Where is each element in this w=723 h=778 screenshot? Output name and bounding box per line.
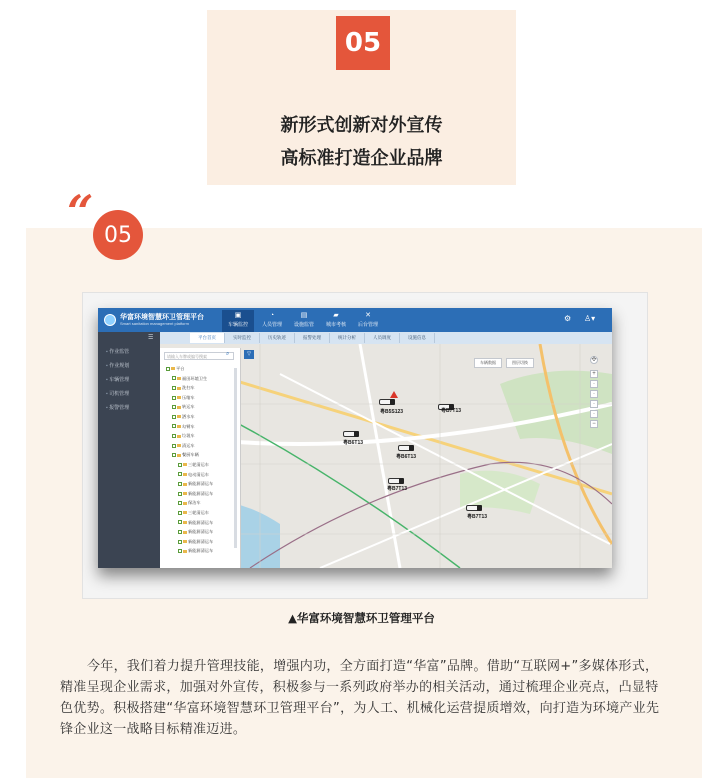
sidebar-item-planning[interactable]: ▪ 作业规划 [106, 362, 129, 369]
tree-item-label: 新能源清运车 [188, 538, 214, 544]
tree-item[interactable] [172, 395, 195, 400]
tree-item-label: 压缩车 [182, 394, 195, 400]
tree-item-label: 勾臂车 [182, 423, 195, 429]
tab-realtime[interactable]: 实时监控 [225, 333, 260, 343]
tab-alarm[interactable]: 报警处理 [295, 333, 330, 343]
vehicle-plate-label: 粤B7T13 [467, 514, 488, 520]
section-number-circle: 05 [93, 210, 143, 260]
zoom-level-icon[interactable]: · [590, 380, 598, 388]
tree-item[interactable] [178, 500, 201, 505]
folder-icon [183, 521, 187, 524]
nav-facility[interactable]: ▤ 设施监管 [288, 310, 320, 332]
tree-item[interactable] [172, 385, 195, 390]
tree-item-label: 三轮清运车 [188, 462, 209, 467]
tree-item[interactable] [166, 366, 184, 371]
vehicle-plate-label: 粤B6T13 [343, 440, 364, 446]
folder-icon [177, 435, 181, 438]
folder-icon [177, 454, 181, 457]
zoom-in-button[interactable]: + [590, 370, 598, 378]
tree-item-label: 三轮清运车 [188, 510, 209, 515]
platform-screenshot [98, 308, 612, 568]
tree-item[interactable] [172, 404, 195, 409]
tree-item-label: 洗扫车 [182, 385, 195, 391]
checkbox-icon[interactable] [178, 492, 182, 496]
zoom-level-icon[interactable]: · [590, 390, 598, 398]
tree-scrollbar[interactable] [234, 368, 237, 548]
nav-assessment[interactable]: ▰ 城市考核 [320, 310, 352, 332]
vehicle-search-input[interactable]: 请输入车牌或编号搜索 [164, 352, 234, 360]
search-icon[interactable]: ⌕ [226, 351, 230, 357]
tree-item[interactable] [172, 443, 195, 448]
zoom-out-button[interactable]: − [590, 420, 598, 428]
checkbox-icon[interactable] [178, 549, 182, 553]
folder-icon [177, 396, 181, 399]
folder-icon [183, 492, 187, 495]
tree-item-label: 转运车 [182, 404, 195, 410]
tab-home[interactable]: 平台首页 [190, 333, 225, 343]
app-title: 华富环境智慧环卫管理平台 [120, 314, 204, 321]
checkbox-icon[interactable] [172, 376, 176, 380]
tree-item[interactable] [178, 539, 213, 544]
tree-item-label: 新能源清运车 [188, 519, 214, 525]
folder-icon [183, 540, 187, 543]
tree-item-label: 洒水车 [182, 414, 195, 419]
folder-icon [177, 377, 181, 380]
nav-personnel[interactable]: ◔ 人员管理 [256, 310, 288, 332]
nav-admin[interactable]: ✕ 后台管理 [352, 310, 384, 332]
tab-facility[interactable]: 设施信息 [400, 333, 435, 343]
vehicle-plate-label: 粤B7T13 [387, 486, 408, 492]
checkbox-icon[interactable] [172, 453, 176, 457]
figure-caption: ▲华富环境智慧环卫管理平台 [288, 611, 435, 625]
tree-item-label: 福田环境卫生 [182, 375, 208, 381]
tab-bar [98, 332, 612, 344]
user-menu-icon[interactable]: ♙▾ [584, 314, 596, 323]
folder-icon [177, 406, 181, 409]
checkbox-icon[interactable] [166, 367, 170, 371]
settings-icon[interactable]: ⚙ [564, 314, 572, 323]
tree-item-label: 餐厨车辆 [182, 452, 199, 458]
checkbox-icon[interactable] [172, 396, 176, 400]
briefcase-icon: ▰ [333, 312, 339, 319]
layer-switch-button[interactable]: 图层切换 [506, 358, 534, 368]
vehicle-tree-panel [160, 348, 241, 568]
tree-item-label: 新能源清运车 [188, 529, 214, 535]
folder-icon [183, 502, 187, 505]
folder-icon [177, 387, 181, 390]
tree-item[interactable] [178, 462, 209, 467]
folder-icon [177, 444, 181, 447]
tree-item[interactable] [172, 433, 195, 438]
folder-icon [183, 550, 187, 553]
tree-item-label: 新能源清运车 [188, 481, 214, 487]
checkbox-icon[interactable] [172, 386, 176, 390]
zoom-level-icon[interactable]: · [590, 410, 598, 418]
tools-icon: ✕ [365, 312, 371, 319]
pie-icon: ◔ [269, 312, 275, 319]
tab-stats[interactable]: 统计分析 [330, 333, 365, 343]
vehicle-truck-icon[interactable] [379, 398, 395, 406]
tree-item-label: 电动清运车 [188, 471, 209, 477]
vehicle-truck-icon[interactable] [398, 444, 414, 452]
vehicle-data-button[interactable]: 车辆数据 [474, 358, 502, 368]
tree-item[interactable] [178, 510, 209, 515]
quote-mark-decoration: “ [67, 185, 94, 239]
folder-icon [171, 367, 175, 370]
checkbox-icon[interactable] [172, 444, 176, 448]
vehicle-plate-label: 粤B5S123 [380, 409, 404, 415]
tree-item[interactable] [172, 376, 207, 381]
tree-item[interactable] [178, 529, 213, 534]
headline-line-2: 高标准打造企业品牌 [280, 148, 443, 169]
tree-item-label: 垃圾车 [182, 433, 195, 439]
checkbox-icon[interactable] [178, 511, 182, 515]
compass-icon[interactable]: ✣ [591, 357, 597, 363]
checkbox-icon[interactable] [172, 405, 176, 409]
folder-icon [183, 463, 187, 466]
body-paragraph: 今年，我们着力提升管理技能，增强内功，全方面打造“华富”品牌。借助“互联网+”多媒体形式，精准呈现企业需求，加强对外宣传，积极参与一系列政府举办的相关活动，通过梳理企业亮点，凸显特色优势。积极搭建“华富环境智慧环卫管理平台”，为人工、机械化运营提质增效，向打造为环境产业先锋企业这一战略目标精准迈进。 [60, 659, 660, 737]
sidebar-item-alarms[interactable]: ▪ 报警管理 [106, 404, 129, 411]
section-number-badge: 05 [336, 16, 390, 70]
checkbox-icon[interactable] [172, 434, 176, 438]
vehicle-truck-icon[interactable] [466, 504, 482, 512]
folder-icon [183, 531, 187, 534]
sidebar-item-vehicles[interactable]: ▪ 车辆管理 [106, 376, 129, 383]
checkbox-icon[interactable] [172, 415, 176, 419]
tree-item-label: 保洁车 [188, 500, 201, 506]
sidebar-item-operation[interactable]: ▪ 作业监管 [106, 348, 129, 355]
tree-item-label: 清运车 [182, 442, 195, 448]
tree-item[interactable] [178, 481, 213, 486]
menu-toggle-icon[interactable]: ☰ [148, 335, 154, 341]
vehicle-plate-label: 粤B7T13 [441, 408, 462, 414]
zoom-level-icon[interactable]: · [590, 400, 598, 408]
folder-icon [183, 483, 187, 486]
checkbox-icon[interactable] [178, 472, 182, 476]
checkbox-icon[interactable] [178, 501, 182, 505]
checkbox-icon[interactable] [172, 424, 176, 428]
app-header [98, 308, 612, 332]
checkbox-icon[interactable] [178, 463, 182, 467]
vehicle-plate-label: 粤B6T13 [396, 454, 417, 460]
checkbox-icon[interactable] [178, 530, 182, 534]
tree-item[interactable] [178, 520, 213, 525]
tree-item[interactable] [172, 424, 195, 429]
vehicle-icon: ▣ [234, 312, 242, 319]
folder-icon [177, 415, 181, 418]
tree-item-label: 平台 [176, 366, 185, 371]
tree-item[interactable] [172, 452, 199, 457]
checkbox-icon[interactable] [178, 520, 182, 524]
app-logo-icon [104, 314, 116, 326]
folder-icon [183, 511, 187, 514]
folder-icon [183, 473, 187, 476]
zoom-control [588, 356, 600, 436]
app-subtitle: Smart sanitation management platform [120, 321, 189, 326]
tree-item[interactable] [178, 548, 213, 553]
checkbox-icon[interactable] [178, 540, 182, 544]
tree-item[interactable] [172, 414, 195, 419]
tree-item-label: 新能源清运车 [188, 548, 214, 554]
folder-icon [177, 425, 181, 428]
tab-history[interactable]: 历史轨迹 [260, 333, 295, 343]
document-icon: ▤ [300, 312, 308, 319]
tree-item[interactable] [178, 472, 209, 477]
nav-vehicle-monitor[interactable]: ▣ 车辆监控 [222, 310, 254, 332]
alarm-warning-icon[interactable] [390, 391, 398, 398]
filter-icon[interactable]: ▽ [244, 350, 254, 359]
tab-dispatch[interactable]: 人员调度 [365, 333, 400, 343]
app-sidebar [98, 332, 160, 568]
checkbox-icon[interactable] [178, 482, 182, 486]
tree-item[interactable] [178, 491, 213, 496]
sidebar-item-drivers[interactable]: ▪ 司机管理 [106, 390, 129, 397]
vehicle-truck-icon[interactable] [343, 430, 359, 438]
tree-item-label: 新能源清运车 [188, 490, 214, 496]
headline-line-1: 新形式创新对外宣传 [280, 115, 443, 136]
vehicle-truck-icon[interactable] [388, 477, 404, 485]
